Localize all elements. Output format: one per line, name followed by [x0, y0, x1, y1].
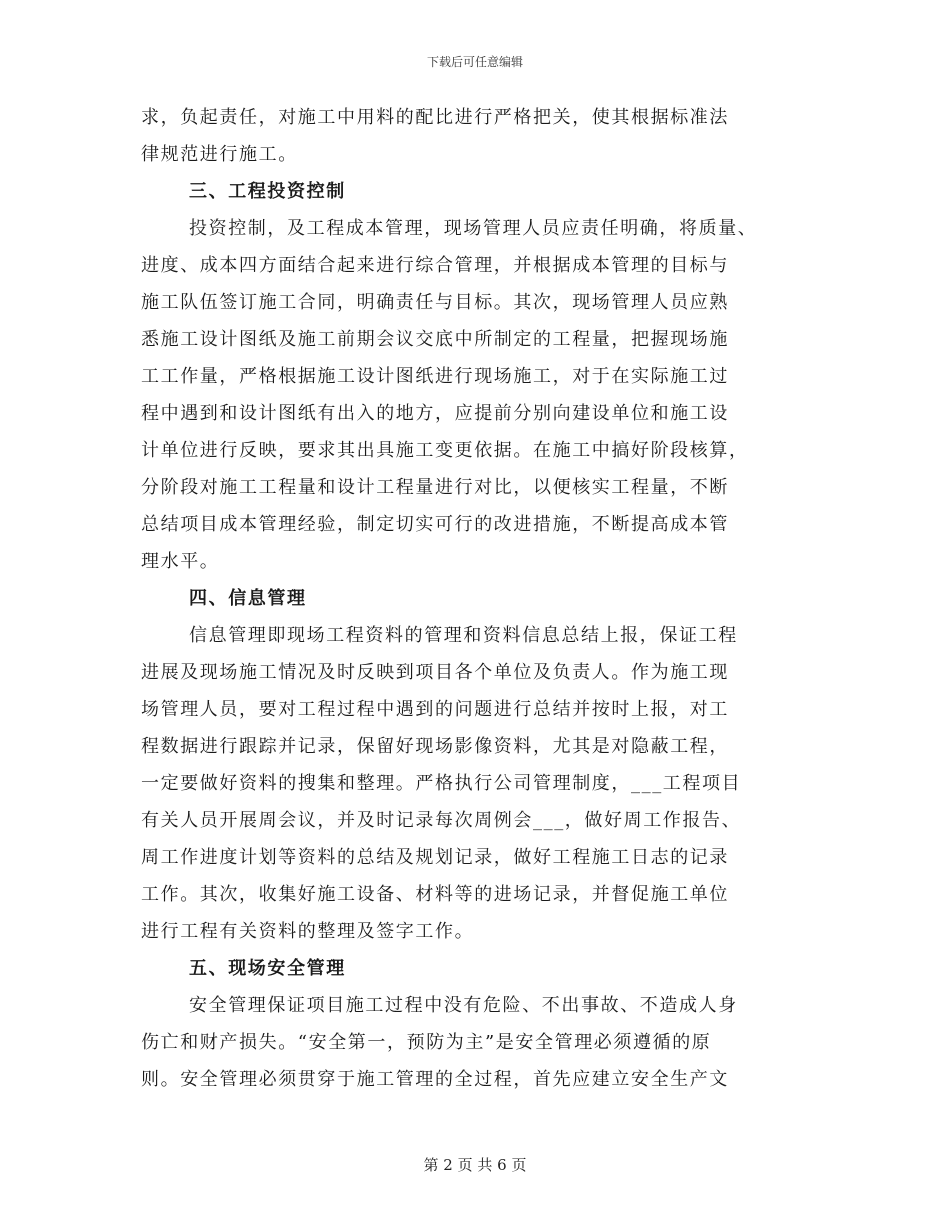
paragraph-line: 悉施工设计图纸及施工前期会议交底中所制定的工程量，把握现场施	[141, 329, 729, 350]
paragraph-line: 投资控制，及工程成本管理，现场管理人员应责任明确，将质量、	[189, 218, 758, 239]
paragraph-line: 进行工程有关资料的整理及签字工作。	[141, 921, 475, 942]
paragraph-line: 工工作量，严格根据施工设计图纸进行现场施工，对于在实际施工过	[141, 366, 729, 387]
paragraph-line: 伤亡和财产损失。“安全第一，预防为主”是安全管理必须遵循的原	[141, 1032, 712, 1053]
paragraph-line: 信息管理即现场工程资料的管理和资料信息总结上报，保证工程	[189, 625, 738, 646]
paragraph-line: 施工队伍签订施工合同，明确责任与目标。其次，现场管理人员应熟	[141, 292, 729, 313]
paragraph-line: 计单位进行反映，要求其出具施工变更依据。在施工中搞好阶段核算，	[141, 440, 749, 461]
section-heading: 三、工程投资控制	[189, 181, 346, 202]
paragraph-line: 安全管理保证项目施工过程中没有危险、不出事故、不造成人身	[189, 995, 738, 1016]
page-number: 第 2 页 共 6 页	[423, 1156, 527, 1174]
paragraph-line: 进展及现场施工情况及时反映到项目各个单位及负责人。作为施工现	[141, 662, 729, 683]
paragraph-line: 分阶段对施工工程量和设计工程量进行对比，以便核实工程量，不断	[141, 477, 729, 498]
paragraph-line: 求，负起责任，对施工中用料的配比进行严格把关，使其根据标准法	[141, 107, 729, 128]
paragraph-line: 有关人员开展周会议，并及时记录每次周例会___，做好周工作报告、	[141, 810, 742, 831]
paragraph-line: 一定要做好资料的搜集和整理。严格执行公司管理制度，___工程项目	[141, 773, 742, 794]
section-heading: 五、现场安全管理	[189, 958, 346, 979]
paragraph-line: 周工作进度计划等资料的总结及规划记录，做好工程施工日志的记录	[141, 847, 729, 868]
section-heading: 四、信息管理	[189, 588, 307, 609]
paragraph-line: 律规范进行施工。	[141, 144, 298, 165]
paragraph-line: 理水平。	[141, 551, 220, 572]
paragraph-line: 程中遇到和设计图纸有出入的地方，应提前分别向建设单位和施工设	[141, 403, 729, 424]
paragraph-line: 则。安全管理必须贯穿于施工管理的全过程，首先应建立安全生产文	[141, 1069, 729, 1090]
paragraph-line: 程数据进行跟踪并记录，保留好现场影像资料，尤其是对隐蔽工程，	[141, 736, 729, 757]
paragraph-line: 场管理人员，要对工程过程中遇到的问题进行总结并按时上报，对工	[141, 699, 729, 720]
paragraph-line: 总结项目成本管理经验，制定切实可行的改进措施，不断提高成本管	[141, 514, 729, 535]
paragraph-line: 进度、成本四方面结合起来进行综合管理，并根据成本管理的目标与	[141, 255, 729, 276]
paragraph-line: 工作。其次，收集好施工设备、材料等的进场记录，并督促施工单位	[141, 884, 729, 905]
document-body	[141, 99, 805, 1098]
page-header-note: 下载后可任意编辑	[426, 55, 523, 69]
